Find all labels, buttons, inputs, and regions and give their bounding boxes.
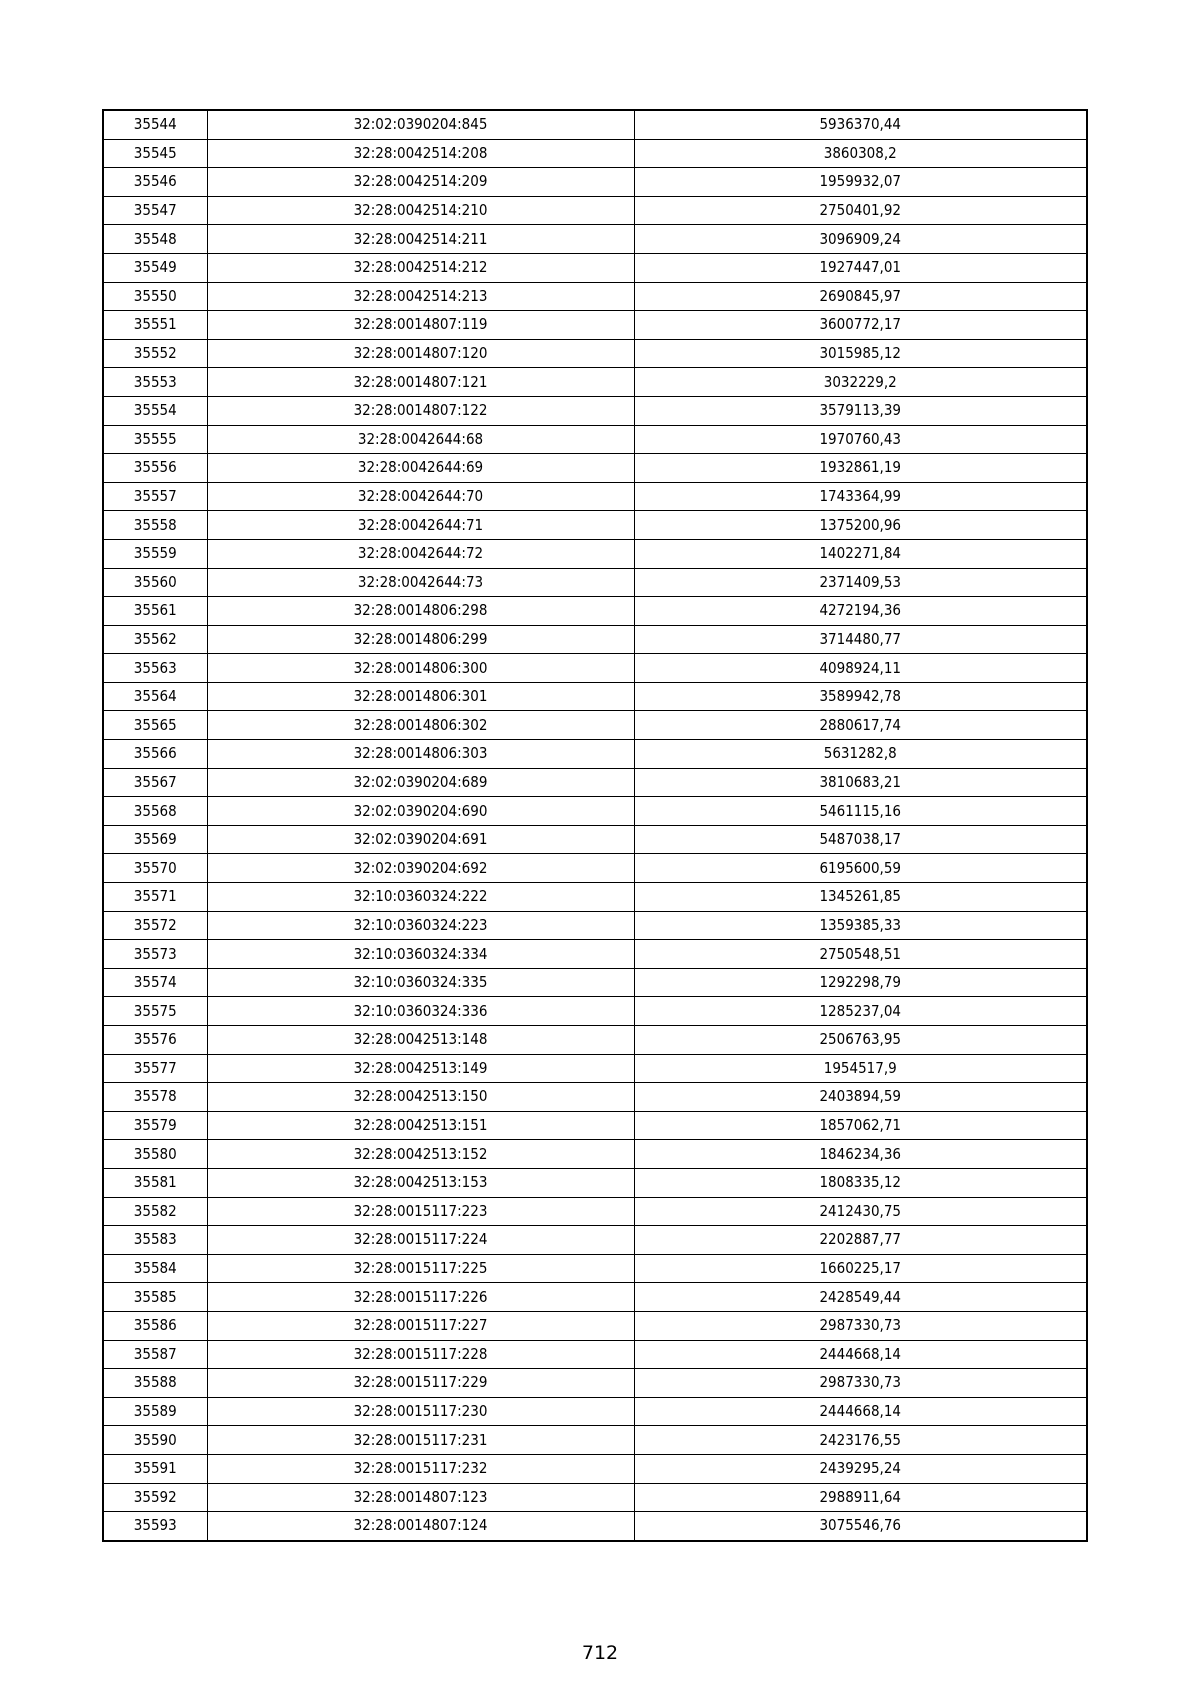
- cadastral-number-cell: 32:28:0042644:71: [207, 511, 634, 540]
- value-cell: 3075546,76: [634, 1512, 1087, 1541]
- row-number-cell: 35593: [103, 1512, 207, 1541]
- value-cell: 2428549,44: [634, 1283, 1087, 1312]
- value-cell: 1660225,17: [634, 1254, 1087, 1283]
- value-cell: 3860308,2: [634, 139, 1087, 168]
- cadastral-number-cell: 32:28:0015117:226: [207, 1283, 634, 1312]
- value-cell: 2690845,97: [634, 282, 1087, 311]
- table-row: [103, 854, 1087, 883]
- row-number-cell: 35572: [103, 911, 207, 940]
- cadastral-number-cell: 32:28:0042513:149: [207, 1054, 634, 1083]
- row-number-cell: 35575: [103, 997, 207, 1026]
- value-cell: 1970760,43: [634, 425, 1087, 454]
- table-row: [103, 1283, 1087, 1312]
- cadastral-number-cell: 32:28:0015117:230: [207, 1397, 634, 1426]
- value-cell: 2506763,95: [634, 1026, 1087, 1055]
- row-number-cell: 35571: [103, 883, 207, 912]
- cadastral-number-cell: 32:28:0042644:70: [207, 482, 634, 511]
- row-number-cell: 35573: [103, 940, 207, 969]
- table-row: [103, 997, 1087, 1026]
- table-row: [103, 454, 1087, 483]
- row-number-cell: 35555: [103, 425, 207, 454]
- row-number-cell: 35561: [103, 597, 207, 626]
- row-number-cell: 35576: [103, 1026, 207, 1055]
- row-number-cell: 35563: [103, 654, 207, 683]
- row-number-cell: 35548: [103, 225, 207, 254]
- value-cell: 3810683,21: [634, 768, 1087, 797]
- table-row: [103, 196, 1087, 225]
- table-row: [103, 311, 1087, 340]
- table-row: [103, 1111, 1087, 1140]
- cadastral-number-cell: 32:28:0014806:301: [207, 682, 634, 711]
- row-number-cell: 35578: [103, 1083, 207, 1112]
- table-row: [103, 396, 1087, 425]
- row-number-cell: 35567: [103, 768, 207, 797]
- table-row: [103, 1369, 1087, 1398]
- value-cell: 1932861,19: [634, 454, 1087, 483]
- value-cell: 1292298,79: [634, 968, 1087, 997]
- row-number-cell: 35577: [103, 1054, 207, 1083]
- row-number-cell: 35580: [103, 1140, 207, 1169]
- table-row: [103, 1226, 1087, 1255]
- value-cell: 2880617,74: [634, 711, 1087, 740]
- cadastral-number-cell: 32:28:0042514:213: [207, 282, 634, 311]
- value-cell: 2444668,14: [634, 1340, 1087, 1369]
- value-cell: 3096909,24: [634, 225, 1087, 254]
- cadastral-number-cell: 32:28:0042644:68: [207, 425, 634, 454]
- row-number-cell: 35546: [103, 168, 207, 197]
- value-cell: 3589942,78: [634, 682, 1087, 711]
- table-row: [103, 940, 1087, 969]
- row-number-cell: 35569: [103, 825, 207, 854]
- row-number-cell: 35554: [103, 396, 207, 425]
- row-number-cell: 35591: [103, 1454, 207, 1483]
- table-row: [103, 511, 1087, 540]
- row-number-cell: 35565: [103, 711, 207, 740]
- table-row: [103, 282, 1087, 311]
- row-number-cell: 35562: [103, 625, 207, 654]
- table-row: [103, 1311, 1087, 1340]
- cadastral-number-cell: 32:28:0015117:228: [207, 1340, 634, 1369]
- row-number-cell: 35584: [103, 1254, 207, 1283]
- cadastral-number-cell: 32:28:0014807:121: [207, 368, 634, 397]
- value-cell: 4098924,11: [634, 654, 1087, 683]
- cadastral-number-cell: 32:28:0015117:229: [207, 1369, 634, 1398]
- row-number-cell: 35581: [103, 1168, 207, 1197]
- table-row: [103, 139, 1087, 168]
- table-row: [103, 597, 1087, 626]
- value-cell: 1927447,01: [634, 253, 1087, 282]
- row-number-cell: 35589: [103, 1397, 207, 1426]
- value-cell: 2988911,64: [634, 1483, 1087, 1512]
- value-cell: 2987330,73: [634, 1369, 1087, 1398]
- cadastral-number-cell: 32:28:0042513:150: [207, 1083, 634, 1112]
- row-number-cell: 35588: [103, 1369, 207, 1398]
- table-row: [103, 1454, 1087, 1483]
- table-row: [103, 1426, 1087, 1455]
- cadastral-number-cell: 32:02:0390204:692: [207, 854, 634, 883]
- row-number-cell: 35579: [103, 1111, 207, 1140]
- table-row: [103, 425, 1087, 454]
- row-number-cell: 35568: [103, 797, 207, 826]
- cadastral-number-cell: 32:28:0042514:212: [207, 253, 634, 282]
- value-cell: 4272194,36: [634, 597, 1087, 626]
- cadastral-number-cell: 32:28:0042514:208: [207, 139, 634, 168]
- table-row: [103, 740, 1087, 769]
- cadastral-number-cell: 32:28:0015117:225: [207, 1254, 634, 1283]
- row-number-cell: 35558: [103, 511, 207, 540]
- value-cell: 5631282,8: [634, 740, 1087, 769]
- row-number-cell: 35586: [103, 1311, 207, 1340]
- table-row: [103, 682, 1087, 711]
- cadastral-number-cell: 32:28:0015117:231: [207, 1426, 634, 1455]
- table-row: [103, 768, 1087, 797]
- cadastral-number-cell: 32:28:0042514:211: [207, 225, 634, 254]
- row-number-cell: 35574: [103, 968, 207, 997]
- cadastral-number-cell: 32:28:0042513:153: [207, 1168, 634, 1197]
- value-cell: 3579113,39: [634, 396, 1087, 425]
- value-cell: 3032229,2: [634, 368, 1087, 397]
- cadastral-number-cell: 32:28:0042644:69: [207, 454, 634, 483]
- table-row: [103, 568, 1087, 597]
- cadastral-number-cell: 32:02:0390204:691: [207, 825, 634, 854]
- value-cell: 1857062,71: [634, 1111, 1087, 1140]
- cadastral-number-cell: 32:28:0015117:227: [207, 1311, 634, 1340]
- row-number-cell: 35582: [103, 1197, 207, 1226]
- value-cell: 2403894,59: [634, 1083, 1087, 1112]
- table-row: [103, 1140, 1087, 1169]
- cadastral-number-cell: 32:10:0360324:336: [207, 997, 634, 1026]
- cadastral-number-cell: 32:02:0390204:689: [207, 768, 634, 797]
- row-number-cell: 35549: [103, 253, 207, 282]
- table-row: [103, 539, 1087, 568]
- cadastral-number-cell: 32:28:0042513:152: [207, 1140, 634, 1169]
- table-row: [103, 253, 1087, 282]
- row-number-cell: 35550: [103, 282, 207, 311]
- row-number-cell: 35552: [103, 339, 207, 368]
- value-cell: 3600772,17: [634, 311, 1087, 340]
- table-row: [103, 1054, 1087, 1083]
- row-number-cell: 35544: [103, 110, 207, 139]
- row-number-cell: 35564: [103, 682, 207, 711]
- table-row: [103, 1083, 1087, 1112]
- table-row: [103, 368, 1087, 397]
- cadastral-number-cell: 32:28:0014806:303: [207, 740, 634, 769]
- cadastral-number-cell: 32:28:0042513:148: [207, 1026, 634, 1055]
- cadastral-number-cell: 32:28:0014807:120: [207, 339, 634, 368]
- value-cell: 1808335,12: [634, 1168, 1087, 1197]
- row-number-cell: 35570: [103, 854, 207, 883]
- row-number-cell: 35587: [103, 1340, 207, 1369]
- value-cell: 2202887,77: [634, 1226, 1087, 1255]
- value-cell: 1359385,33: [634, 911, 1087, 940]
- cadastral-number-cell: 32:10:0360324:334: [207, 940, 634, 969]
- table-row: [103, 482, 1087, 511]
- cadastral-number-cell: 32:28:0014806:298: [207, 597, 634, 626]
- table-row: [103, 1026, 1087, 1055]
- table-row: [103, 654, 1087, 683]
- cadastral-number-cell: 32:28:0042644:73: [207, 568, 634, 597]
- table-row: [103, 339, 1087, 368]
- table-row: [103, 225, 1087, 254]
- cadastral-number-cell: 32:02:0390204:690: [207, 797, 634, 826]
- table-row: [103, 1397, 1087, 1426]
- cadastral-number-cell: 32:28:0014806:302: [207, 711, 634, 740]
- value-cell: 1954517,9: [634, 1054, 1087, 1083]
- table-body: [103, 110, 1087, 1541]
- value-cell: 1846234,36: [634, 1140, 1087, 1169]
- value-cell: 2987330,73: [634, 1311, 1087, 1340]
- row-number-cell: 35583: [103, 1226, 207, 1255]
- value-cell: 1375200,96: [634, 511, 1087, 540]
- table-row: [103, 1483, 1087, 1512]
- value-cell: 2423176,55: [634, 1426, 1087, 1455]
- value-cell: 1959932,07: [634, 168, 1087, 197]
- table-row: [103, 968, 1087, 997]
- table-row: [103, 625, 1087, 654]
- row-number-cell: 35560: [103, 568, 207, 597]
- row-number-cell: 35557: [103, 482, 207, 511]
- cadastral-number-cell: 32:28:0014807:124: [207, 1512, 634, 1541]
- row-number-cell: 35556: [103, 454, 207, 483]
- cadastral-number-cell: 32:28:0042644:72: [207, 539, 634, 568]
- value-cell: 2444668,14: [634, 1397, 1087, 1426]
- value-cell: 5936370,44: [634, 110, 1087, 139]
- value-cell: 2750548,51: [634, 940, 1087, 969]
- table-row: [103, 911, 1087, 940]
- table-row: [103, 110, 1087, 139]
- cadastral-number-cell: 32:28:0042514:209: [207, 168, 634, 197]
- table-row: [103, 1168, 1087, 1197]
- table-row: [103, 825, 1087, 854]
- row-number-cell: 35551: [103, 311, 207, 340]
- value-cell: 3015985,12: [634, 339, 1087, 368]
- cadastral-number-cell: 32:28:0015117:223: [207, 1197, 634, 1226]
- page-number: 712: [581, 1642, 619, 1664]
- table-row: [103, 168, 1087, 197]
- value-cell: 3714480,77: [634, 625, 1087, 654]
- cadastral-number-cell: 32:28:0014807:122: [207, 396, 634, 425]
- value-cell: 2750401,92: [634, 196, 1087, 225]
- row-number-cell: 35592: [103, 1483, 207, 1512]
- row-number-cell: 35547: [103, 196, 207, 225]
- row-number-cell: 35590: [103, 1426, 207, 1455]
- row-number-cell: 35553: [103, 368, 207, 397]
- table-row: [103, 711, 1087, 740]
- cadastral-number-cell: 32:10:0360324:335: [207, 968, 634, 997]
- value-cell: 1402271,84: [634, 539, 1087, 568]
- cadastral-number-cell: 32:10:0360324:223: [207, 911, 634, 940]
- cadastral-number-cell: 32:10:0360324:222: [207, 883, 634, 912]
- table-row: [103, 1254, 1087, 1283]
- cadastral-number-cell: 32:28:0042514:210: [207, 196, 634, 225]
- cadastral-number-cell: 32:28:0014806:299: [207, 625, 634, 654]
- value-cell: 5487038,17: [634, 825, 1087, 854]
- cadastral-number-cell: 32:28:0014807:123: [207, 1483, 634, 1512]
- table-row: [103, 883, 1087, 912]
- row-number-cell: 35566: [103, 740, 207, 769]
- table-row: [103, 797, 1087, 826]
- value-cell: 1743364,99: [634, 482, 1087, 511]
- cadastral-number-cell: 32:02:0390204:845: [207, 110, 634, 139]
- value-cell: 5461115,16: [634, 797, 1087, 826]
- value-cell: 2412430,75: [634, 1197, 1087, 1226]
- table-row: [103, 1197, 1087, 1226]
- row-number-cell: 35545: [103, 139, 207, 168]
- table-row: [103, 1340, 1087, 1369]
- value-cell: 2371409,53: [634, 568, 1087, 597]
- table-row: [103, 1512, 1087, 1541]
- value-cell: 2439295,24: [634, 1454, 1087, 1483]
- cadastral-number-cell: 32:28:0042513:151: [207, 1111, 634, 1140]
- cadastral-number-cell: 32:28:0014807:119: [207, 311, 634, 340]
- cadastral-value-table: [102, 109, 1088, 1542]
- value-cell: 6195600,59: [634, 854, 1087, 883]
- row-number-cell: 35585: [103, 1283, 207, 1312]
- cadastral-number-cell: 32:28:0015117:232: [207, 1454, 634, 1483]
- cadastral-number-cell: 32:28:0015117:224: [207, 1226, 634, 1255]
- value-cell: 1345261,85: [634, 883, 1087, 912]
- value-cell: 1285237,04: [634, 997, 1087, 1026]
- cadastral-number-cell: 32:28:0014806:300: [207, 654, 634, 683]
- row-number-cell: 35559: [103, 539, 207, 568]
